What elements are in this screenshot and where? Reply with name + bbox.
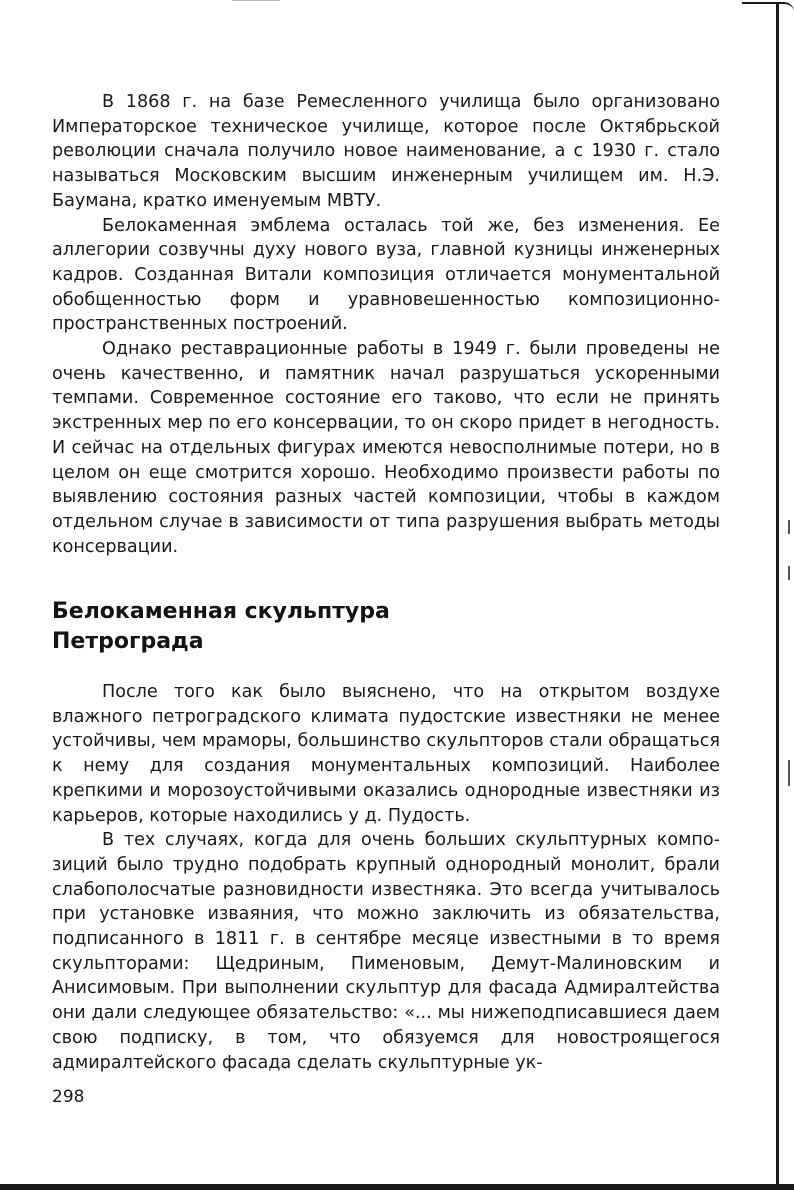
scan-artifact-mark — [788, 566, 790, 580]
scan-artifact-mark — [788, 520, 790, 534]
paragraph-restoration: Однако реставрационные работы в 1949 г. были проведены не очень качественно, и памятник начал разрушаться ускоренными темпами. Современное состояние его таково, что если не принять экстренных мер по его консервации, то он скоро придет в негодность. И сейчас на отдельных фигурах имеются невосполнимые потери, но в целом он еще смотрится хорошо. Необходимо произвести работы по выявлению состояния разных частей композиции, чтобы в каждом отдельном случае в зависимости от типа разрушения выбрать методы консервации. — [52, 339, 720, 557]
paragraph-mvtu-history: В 1868 г. на базе Ремесленного училища было организовано Императорское техническое училище, которое после Октябрьской революции сначала получило новое наименование, а с 1930 г. стало называться Московским высшим инженерным училищем им. Н.Э. Баумана, кратко именуемым МВТУ. — [52, 92, 720, 211]
paragraph-pudost-limestone: После того как было выяснено, что на открытом воздухе влажного петроградского климата пудостские известняки не менее устойчивы, чем мраморы, большинство скульпторов стали обращаться к нему для создания монументальных композиций. Наиболее крепкими и морозоустойчивыми оказались однородные известняки из карьеров, которые находились у д. Пудость. — [52, 682, 720, 826]
paragraph-sculptors-obligation: В тех случаях, когда для очень больших скульптурных композиций было трудно подобрать крупный однородный монолит, брали слабополосчатые разновидности известняка. Это всегда учитывалось при установке изваяния, что можно заключить из обязательства, подписанного в 1811 г. в сентябре месяце известными в то время скульпторами: Щедриным, Пименовым, Демут-Малиновским и Анисимовым. При выполнении скульптур для фасада Адмиралтейства они дали следующее обязательство: «... мы нижеподписавшиеся даем свою подписку, в том, что обязуемся для новостроящегося адмиралтейского фасада сделать скульптурные ук- — [52, 830, 720, 1073]
scan-edge-bottom — [0, 1184, 794, 1190]
section-2-text — [52, 680, 720, 1075]
paragraph-emblem: Белокаменная эмблема осталась той же, без изменения. Ее аллегории созвучны духу нового вуза, главной кузницы инженерных кадров. Созданная Витали композиция отличается монументальной обобщенностью форм и уравновешенностью композиционно-пространственных построений. — [52, 215, 720, 335]
section-heading-line-1: Белокаменная скульптура — [52, 599, 390, 624]
scan-edge-top — [232, 0, 280, 1]
scan-artifact-mark — [788, 760, 790, 786]
section-heading — [52, 597, 720, 657]
section-1-text — [52, 90, 720, 559]
scan-edge-right — [776, 2, 794, 1188]
page-number: 298 — [52, 1087, 85, 1107]
section-heading-line-2: Петрограда — [52, 629, 204, 654]
